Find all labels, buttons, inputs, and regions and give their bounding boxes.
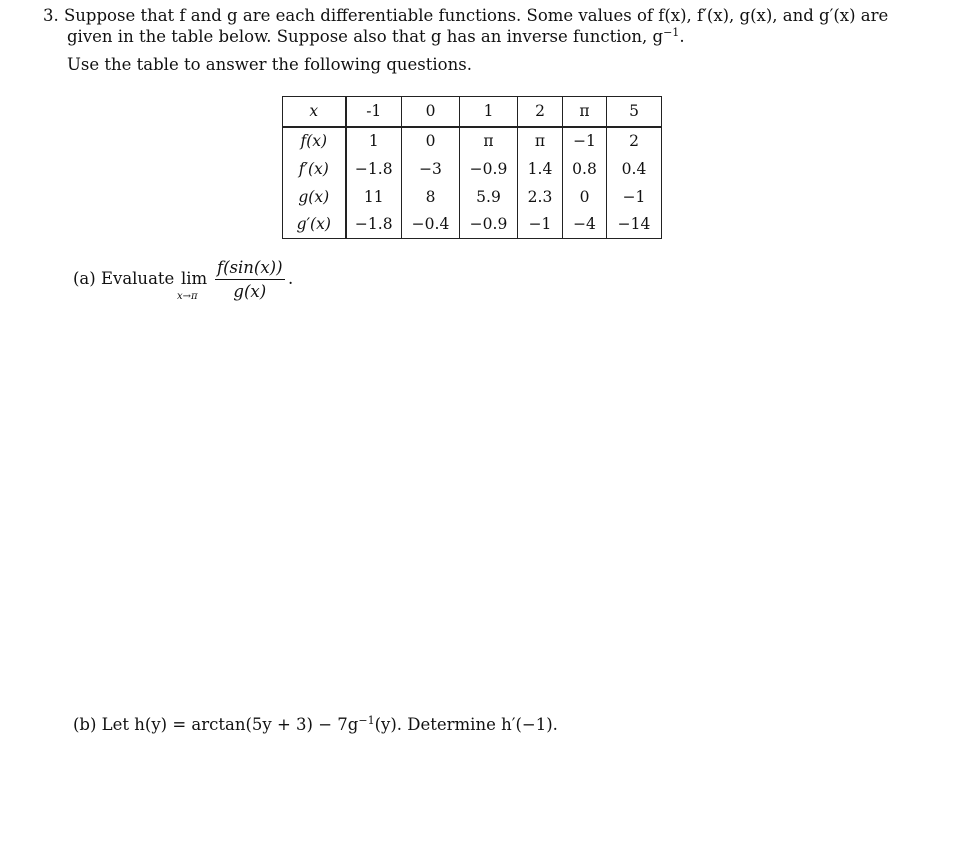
table-cell: −0.9 [460,155,518,183]
table-cell: 5.9 [460,183,518,211]
line2-text: given in the table below. Suppose also that g has an inverse function, g [67,27,664,46]
table-cell: 0 [563,183,607,211]
table-cell: 8 [402,183,460,211]
fraction-denominator: g(x) [233,282,267,301]
table-cell: π [460,127,518,155]
table-cell: −3 [402,155,460,183]
part-a-label: (a) Evaluate [73,269,175,288]
table-header-cell: 5 [607,97,662,127]
table-row-label: f(x) [283,127,346,155]
table-cell: −1 [607,183,662,211]
table-cell: −1 [518,211,563,239]
problem-statement-line-1: 3. Suppose that f and g are each differentiable functions. Some values of f(x), f′(x), g(x), and g′(x) are [43,6,889,25]
table-header-cell: x [283,97,346,127]
table-header-cell: 0 [402,97,460,127]
table-header-cell: 1 [460,97,518,127]
table-cell: 1 [346,127,402,155]
table-header-row [283,97,662,127]
table-cell: −1.8 [346,211,402,239]
table-cell: 1.4 [518,155,563,183]
table-row [283,183,662,211]
limit-fraction [215,257,285,304]
table-cell: −0.4 [402,211,460,239]
table-cell: −14 [607,211,662,239]
table-cell: 0.8 [563,155,607,183]
table-cell: 11 [346,183,402,211]
part-b-text: (b) Let h(y) = arctan(5y + 3) − 7g [73,715,359,734]
part-a-period: . [288,269,294,288]
table-header-cell: -1 [346,97,402,127]
values-table [282,96,662,239]
table-cell: π [518,127,563,155]
table-cell: 2.3 [518,183,563,211]
table-row-label: g(x) [283,183,346,211]
line2-end: . [679,27,685,46]
table-cell: −1 [563,127,607,155]
problem-statement-line-2 [67,26,685,48]
limit-operator: lim [181,269,208,288]
limit-subscript: x→π [177,291,198,302]
table-header-cell: 2 [518,97,563,127]
table-row [283,127,662,155]
table-row [283,211,662,239]
table-cell: −1.8 [346,155,402,183]
table-row-label: g′(x) [283,211,346,239]
table-header-cell: π [563,97,607,127]
table-cell: −0.9 [460,211,518,239]
table-cell: 2 [607,127,662,155]
part-b-inverse-exponent: −1 [358,714,375,727]
problem-instruction: Use the table to answer the following questions. [67,55,472,74]
fraction-numerator: f(sin(x)) [215,257,285,280]
table-row [283,155,662,183]
table-cell: −4 [563,211,607,239]
part-b-question [73,714,558,736]
part-b-text-end: (y). Determine h′(−1). [374,715,558,734]
table-row-label: f′(x) [283,155,346,183]
inverse-exponent: −1 [663,26,680,39]
table-cell: 0.4 [607,155,662,183]
table-cell: 0 [402,127,460,155]
